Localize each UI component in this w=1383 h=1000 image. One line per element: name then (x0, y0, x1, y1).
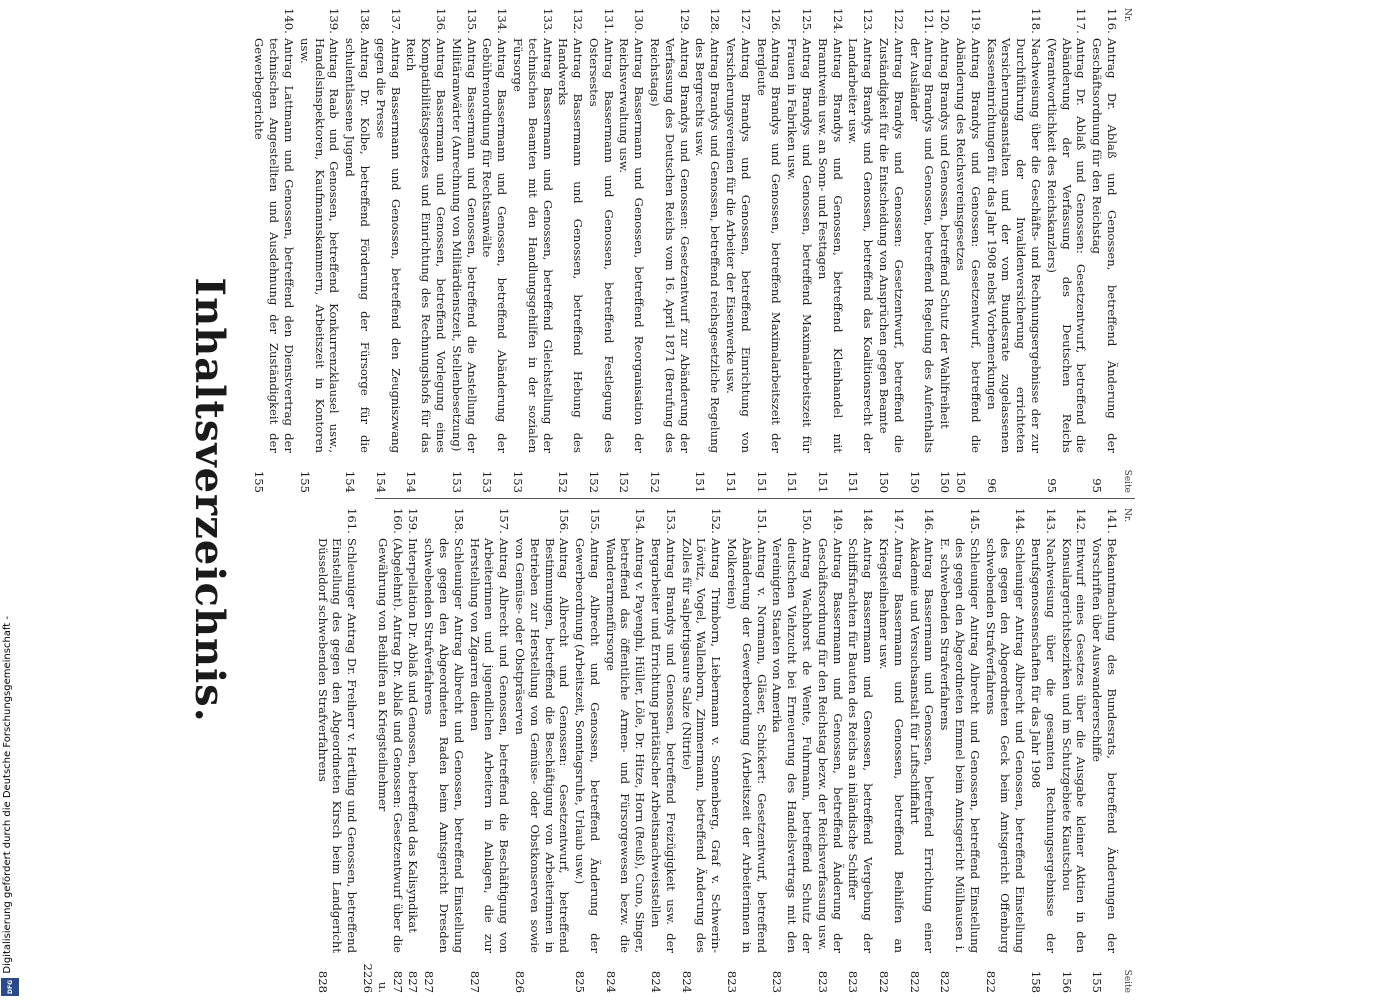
entry-page: 827 u. 2226 (360, 963, 405, 993)
entry-text: Entwurf eines Gesetzes über die Ausgabe kleiner Aktien in den Konsulargerichtsbezirken und im Schutzgebiete Kiautschou (1059, 538, 1089, 953)
entry-page: 822 (983, 970, 998, 993)
entry-page: 150 (877, 470, 892, 493)
funding-notice: Digitalisierung gefördert durch die Deutsche Forschungsgemeinschaft - (2, 616, 13, 974)
entry-number: 131. (601, 8, 616, 34)
toc-entry (679, 508, 723, 993)
toc-entry (421, 508, 465, 993)
entry-text: Antrag Brandys und Genossen, betreffend Kleinhandel mit Branntwein usw. an Sonn- und Festtagen (815, 38, 845, 453)
entry-text: Antrag Bassermann und Genossen, betreffend Beihilfen an Kriegsteilnehmer usw. (877, 538, 906, 953)
entry-page: 823 (770, 970, 785, 993)
entry-text: Antrag Albrecht und Genossen, betreffend die Beschäftigung von Arbeiterinnen und jugendlichen Arbeitern in Anlagen, die zur Herstellung von Zigarren dienen (467, 538, 512, 953)
toc-entry (603, 508, 647, 993)
dfg-logo-icon: DFG (1, 978, 19, 996)
entry-number: 127. (738, 8, 753, 34)
toc-entry (1059, 508, 1089, 993)
toc-entry (556, 8, 586, 493)
entry-text: Antrag Bassermann und Genossen, betreffend Änderung der Geschäftsordnung für den Reichstag bezw. der Reichsverfassung usw. (815, 538, 845, 953)
entry-text: Interpellation Dr. Ablaß und Genossen, betreffend das Kalisyndikat (406, 538, 421, 933)
entry-text: Antrag Wachhorst de Wente, Fuhrmann, betreffend Schutz der deutschen Viehzucht bei Erneuerung des Handelsvertrags mit den Vereinigten Staaten von Amerika (770, 538, 815, 953)
entry-text: Antrag Bassermann und Genossen, betreffend die Anstellung der Militäranwärter (Anrechnung von Militärdienstzeit, Stellenbesetzung) (449, 38, 479, 453)
entry-page: 151 (724, 470, 739, 493)
entry-text: Antrag Dr. Ablaß und Genossen, betreffend Änderung der Geschäftsordnung für den Reichstag (1090, 38, 1119, 453)
toc-entry (693, 8, 723, 493)
entry-text: Antrag Albrecht und Genossen, betreffend Änderung der Gewerbeordnung (Arbeitszeit, Sonntagsruhe, Urlaub usw.) (573, 538, 602, 953)
toc-entry (617, 8, 647, 493)
toc-entry (647, 8, 691, 493)
entry-number: 120. (938, 8, 953, 34)
entry-number: 157. (497, 508, 512, 534)
entry-text: Nachweisung über die Geschäfts- und Rechnungsergebnisse der zur Durchführung der Invalidenversicherung errichteten Versicherungsanstalten und der vom Bundesrate zugelassenen Kasseneinrichtungen für das Jahr 1908 nebst Vorbemerkungen (984, 38, 1044, 453)
entry-text: Schleuniger Antrag Albrecht und Genossen, betreffend Einstellung des gegen den Abgeordneten Geck beim Amtsgericht Offenburg schwebenden Strafverfahrens (983, 538, 1028, 953)
toc-entry (373, 8, 403, 493)
entry-text: Antrag Bassermann und Genossen, betreffend Festlegung des Ostersestes (586, 38, 616, 453)
entry-page: 825 (573, 970, 588, 993)
toc-entry (404, 8, 448, 493)
toc-entry (648, 508, 678, 993)
toc-entry (815, 508, 845, 993)
entry-number: 121. (922, 8, 937, 34)
entry-number: 150. (800, 508, 815, 534)
entry-number: 142. (1074, 508, 1089, 534)
right-column (314, 508, 1133, 993)
left-column-header (1119, 8, 1133, 493)
entry-page: 824 (649, 970, 664, 993)
entry-text: Antrag Trimborn, Liebermann v. Sonnenberg, Graf v. Schwerin-Löwitz, Vogel, Wallenborn, Zimmermann, betreffend Änderung des Zolles für salpetrigsaure Salze (Nitrite) (679, 538, 724, 953)
entry-page: 828 (315, 970, 330, 993)
entry-text: Antrag Albrecht und Genossen: Gesetzentwurf, betreffend Bestimmungen, betreffend die Beschäftigung von Arbeiterinnen in Betrieben zur Herstellung von Gemüse- oder Obstkonserven sowie von Gemüse- oder Obstpräserven (512, 538, 572, 953)
toc-entry (724, 508, 768, 993)
left-entry-list (252, 8, 1119, 493)
seite-header: Seite (1121, 969, 1132, 993)
entry-number: 158. (451, 508, 466, 534)
entry-number: 118. (1029, 8, 1044, 34)
entry-number: 138. (357, 8, 372, 34)
toc-entry (784, 8, 814, 493)
toc-entry (297, 8, 341, 493)
entry-page: 151 (693, 470, 708, 493)
entry-number: 156. (557, 508, 572, 534)
entry-text: Schleuniger Antrag Dr. Freiherr v. Hertling und Genossen, betreffend Einstellung des gegen den Abgeordneten Kirsch beim Landgericht Düsseldorf schwebenden Strafverfahrens (315, 538, 360, 953)
entry-number: 153. (663, 508, 678, 534)
toc-entry (953, 8, 983, 493)
toc-entry (770, 508, 814, 993)
entry-page: 158 (1029, 970, 1044, 993)
entry-page: 150 (907, 470, 922, 493)
entry-number: 151. (754, 508, 769, 534)
entry-page: 155 (1090, 970, 1105, 993)
toc-entry (983, 508, 1027, 993)
entry-number: 134. (495, 8, 510, 34)
entry-page: 151 (754, 470, 769, 493)
entry-page: 823 (815, 970, 830, 993)
entry-text: Antrag Brandys und Genossen: Gesetzentwurf, betreffend die Zuständigkeit für die Entscheidung von Ansprüchen gegen Beamte (877, 38, 906, 453)
toc-entry (1089, 508, 1119, 993)
entry-page: 152 (586, 470, 601, 493)
entry-number: 132. (571, 8, 586, 34)
entry-text: Antrag v. Normann, Gläser, Schickert: Gesetzentwurf, betreffend Abänderung der Gewerbeordnung (Arbeitszeit der Arbeiterinnen in Molkereien) (725, 538, 769, 953)
entry-number: 145. (967, 508, 982, 534)
toc-entry (586, 8, 616, 493)
toc-entry (406, 508, 421, 993)
entry-page: 153 (510, 470, 525, 493)
entry-text: Antrag Bassermann und Genossen, betreffend Reorganisation der Reichsverwaltung usw. (617, 38, 647, 453)
footer (0, 0, 22, 1000)
entry-page: 150 (938, 470, 953, 493)
entry-text: Antrag Brandys und Genossen, betreffend Freizügigkeit usw. der Bergarbeiter und Errichtung paritätischer Arbeitsnachweisstellen (649, 538, 678, 953)
entry-text: Antrag Brandys und Genossen, betreffend Regelung des Aufenthalts der Ausländer (907, 38, 937, 453)
entry-page: 152 (556, 470, 571, 493)
toc-entry (480, 8, 510, 493)
entry-number: 122. (891, 8, 906, 34)
entry-page: 95 (1044, 478, 1059, 493)
entry-page: 155 (252, 470, 267, 493)
toc-entry (876, 508, 906, 993)
toc-entry (467, 508, 511, 993)
entry-page: 827 (467, 970, 482, 993)
entry-number: 128. (708, 8, 723, 34)
right-column-header (1119, 508, 1133, 993)
entry-page: 154 (404, 470, 419, 493)
entry-page: 153 (480, 470, 495, 493)
entry-number: 126. (769, 8, 784, 34)
toc-entry (360, 508, 404, 993)
seite-header: Seite (1121, 469, 1132, 493)
entry-text: Antrag Bassermann und Genossen, betreffend Hebung des Handwerks (556, 38, 586, 453)
entry-text: Antrag Bassermann und Genossen, betreffend Vorlegung eines Kompatibilitätsgesetzes und Einrichtung des Rechnungshofs für das Reich (404, 38, 448, 453)
entry-text: Antrag Brandys und Genossen, betreffend Maximalarbeitszeit für Frauen in Fabriken usw. (785, 38, 815, 453)
toc-entry (846, 8, 876, 493)
entry-text: Antrag Brandys und Genossen: Gesetzentwurf, betreffend die Abänderung des Reichsvereinsgesetzes (954, 38, 983, 453)
page-title: Inhaltsverzeichnis. (186, 277, 233, 723)
toc-entry (754, 8, 784, 493)
entry-page: 151 (815, 470, 830, 493)
entry-number: 154. (633, 508, 648, 534)
entry-page: 823 (725, 970, 740, 993)
entry-page: 822 (907, 970, 922, 993)
entry-page: 151 (846, 470, 861, 493)
entry-page: 826 (512, 970, 527, 993)
entry-page: 827 (406, 970, 421, 993)
left-column (251, 8, 1133, 493)
entry-page: 156 (1059, 970, 1074, 993)
entry-text: Antrag Bassermann und Genossen, betreffend Vergebung der Schiffsfrachten für Bauten des Reichs an inländische Schiffer (846, 538, 876, 953)
entry-page: 822 (938, 970, 953, 993)
entry-text: Antrag Brandys und Genossen, betreffend Einrichtung von Versicherungsvereinen für die Arbeiter der Eisenwerke usw. (724, 38, 753, 453)
right-entry-list (315, 508, 1119, 993)
column-divider (375, 498, 1135, 499)
entry-text: Antrag Brandys und Genossen: Gesetzentwurf zur Abänderung der Verfassung des Deutschen Reichs vom 16. April 1871 (Berufung des Reichstags) (648, 38, 692, 453)
toc-entry (723, 8, 753, 493)
toc-entry (907, 8, 937, 493)
entry-page: 96 (984, 478, 999, 493)
entry-number: 133. (540, 8, 555, 34)
entry-page: 95 (1090, 478, 1105, 493)
entry-text: Antrag Bassermann und Genossen, betreffend Errichtung einer Akademie und Versuchsanstalt für Luftschiffahrt (907, 538, 937, 953)
entry-page: 155 (297, 470, 312, 493)
entry-page: 152 (648, 470, 663, 493)
toc-entry (572, 508, 602, 993)
toc-entry (252, 8, 296, 493)
entry-text: Antrag Bassermann und Genossen, betreffend Gleichstellung der technischen Beamten mit den Handlungsgehilfen in der sozialen Fürsorge (510, 38, 555, 453)
entry-page: 152 (617, 470, 632, 493)
entry-number: 159. (406, 508, 421, 534)
entry-number: 149. (830, 508, 845, 534)
entry-page: 153 (449, 470, 464, 493)
entry-number: 130. (632, 8, 647, 34)
entry-page: 150 (954, 470, 969, 493)
toc-entry (984, 8, 1043, 493)
entry-number: 146. (922, 508, 937, 534)
entry-text: Antrag Dr. Kolbe, betreffend Förderung der Fürsorge für die schulentlassene Jugend (343, 38, 372, 453)
entry-text: (Abgelehnt). Antrag Dr. Ablaß und Genossen: Gesetzentwurf über die Gewährung von Beihilfen an Kriegsteilnehmer (375, 538, 405, 953)
entry-number: 147. (891, 508, 906, 534)
toc-entry (907, 508, 937, 993)
entry-number: 148. (861, 508, 876, 534)
nr-header: Nr. (1121, 8, 1132, 23)
toc-entry (846, 508, 876, 993)
entry-text: Antrag Bassermann und Genossen, betreffend den Zeugniszwang gegen die Presse (373, 38, 403, 453)
toc-entry (512, 508, 571, 993)
entry-number: 129. (677, 8, 692, 34)
entry-number: 143. (1043, 508, 1058, 534)
entry-number: 140. (281, 8, 296, 34)
entry-text: Bekanntmachung des Bundesrats, betreffend Änderungen der Vorschriften über Auswandererschiffe (1090, 538, 1119, 953)
entry-number: 125. (800, 8, 815, 34)
entry-number: 144. (1013, 508, 1028, 534)
toc-entry (876, 8, 906, 493)
entry-text: Antrag Bassermann und Genossen, betreffend Abänderung der Gebührenordnung für Rechtsanwälte (480, 38, 510, 453)
entry-page: 823 (846, 970, 861, 993)
toc-entry (815, 8, 845, 493)
toc-entry (1089, 8, 1119, 493)
entry-page: 824 (603, 970, 618, 993)
toc-entry (510, 8, 554, 493)
entry-number: 141. (1105, 508, 1119, 534)
entry-number: 155. (587, 508, 602, 534)
entry-number: 139. (327, 8, 342, 34)
entry-text: Antrag v. Payenghi, Hüller, Löle, Dr. Hitze, Horn (Reuß), Cuno, Singer, betreffend das öffentliche Armen- und Fürsorgewesen bezw. die Wanderarmenfürsorge (603, 538, 648, 953)
entry-number: 123. (861, 8, 876, 34)
entry-page: 151 (785, 470, 800, 493)
entry-number: 160. (390, 508, 405, 534)
entry-number: 136. (433, 8, 448, 34)
entry-text: Antrag Raab und Genossen, betreffend Konkurrenzklausel usw., Handelsinspektoren, Kaufmannskammern, Arbeitszeit in Kontoren usw. (297, 38, 342, 453)
entry-text: Antrag Lattmann und Genossen, betreffend den Dienstvertrag der technischen Angestellten und Ausdehnung der Zuständigkeit der Gewerbegerichte (252, 38, 296, 453)
entry-number: 119. (968, 8, 983, 34)
entry-number: 117. (1074, 8, 1089, 34)
toc-entry (1028, 508, 1058, 993)
toc-entry (937, 508, 981, 993)
toc-entry (1044, 8, 1088, 493)
entry-page: 154 (373, 470, 388, 493)
entry-page: 824 (679, 970, 694, 993)
entry-text: Antrag Brandys und Genossen, betreffend Maximalarbeitszeit der Bergleute (754, 38, 784, 453)
entry-text: Schleuniger Antrag Albrecht und Genossen, betreffend Einstellung des gegen den Abgeordneten Emmel beim Amtsgericht Mülhausen i. E. schwebenden Strafverfahrens (938, 538, 982, 953)
toc-entry (937, 8, 952, 493)
entry-number: 161. (345, 508, 360, 534)
entry-page: 822 (877, 970, 892, 993)
nr-header: Nr. (1121, 508, 1132, 523)
entry-text: Antrag Brandys und Genossen, betreffend das Koalitionsrecht der Landarbeiter usw. (846, 38, 876, 453)
entry-number: 116. (1105, 8, 1119, 34)
entry-number: 137. (388, 8, 403, 34)
entry-text: Antrag Brandys und Genossen, betreffend Schutz der Wahlfreiheit (938, 38, 953, 429)
entry-text: Antrag Dr. Ablaß und Genossen: Gesetzentwurf, betreffend die Abänderung der Verfassung des Deutschen Reichs (Verantwortlichkeit des Reichskanzlers) (1044, 38, 1089, 453)
toc-entry (315, 508, 359, 993)
entry-number: 152. (709, 508, 724, 534)
toc-entry (449, 8, 479, 493)
entry-page: 154 (343, 470, 358, 493)
entry-number: 124. (830, 8, 845, 34)
entry-text: Nachweisung über die gesamten Rechnungsergebnisse der Berufsgenossenschaften für das Jahr 1908 (1029, 538, 1058, 953)
entry-text: Schleuniger Antrag Albrecht und Genossen, betreffend Einstellung des gegen den Abgeordneten Raden beim Amtsgericht Dresden schwebenden Strafverfahrens (422, 538, 466, 953)
entry-number: 135. (464, 8, 479, 34)
toc-entry (342, 8, 372, 493)
entry-page: 827 (422, 970, 437, 993)
entry-text: Antrag Brandys und Genossen, betreffend reichsgesetzliche Regelung des Bergrechts usw. (693, 38, 723, 453)
